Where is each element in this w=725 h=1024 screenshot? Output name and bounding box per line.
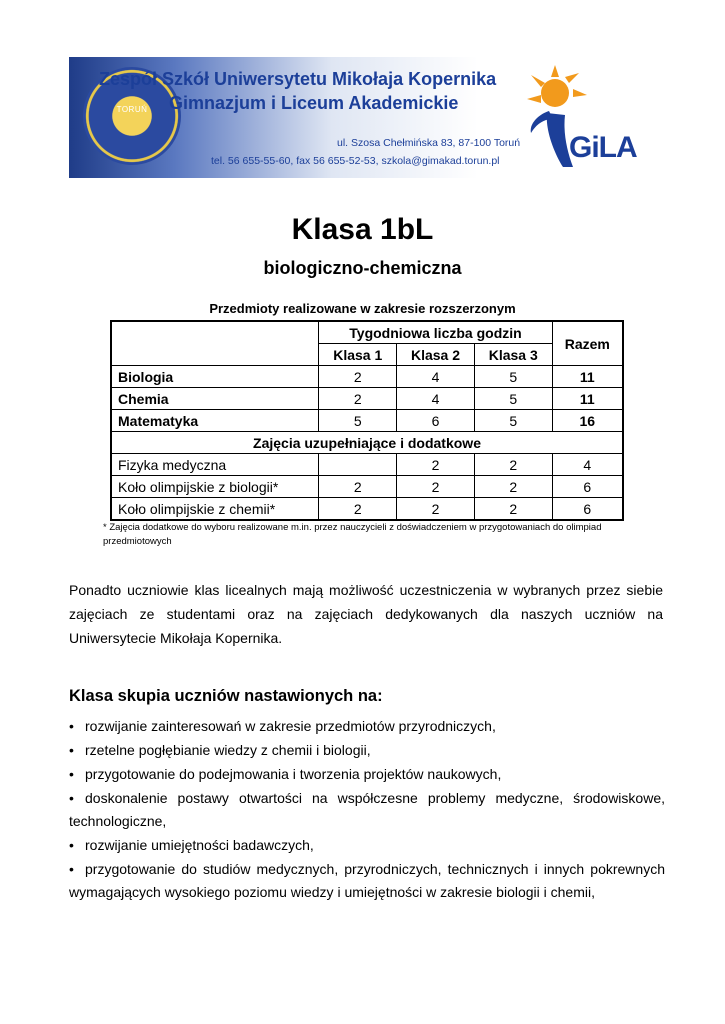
section-header: Zajęcia uzupełniające i dodatkowe xyxy=(111,432,623,454)
school-address: ul. Szosa Chełmińska 83, 87-100 Toruń xyxy=(337,137,521,149)
gila-logo xyxy=(527,63,653,173)
hours-k1: 2 xyxy=(319,388,397,410)
col-header-2: Klasa 2 xyxy=(397,344,475,366)
list-item xyxy=(69,858,665,904)
schedule-table xyxy=(110,320,624,521)
bullet-icon: • xyxy=(69,742,74,758)
list-item-text: rzetelne pogłębianie wiedzy z chemii i biologii, xyxy=(85,742,371,758)
table-footnote: * Zajęcia dodatkowe do wyboru realizowane m.in. przez nauczycieli z doświadczeniem w przygotowaniach do olimpiad przedmiotowych xyxy=(103,522,602,547)
subject-name: Fizyka medyczna xyxy=(111,454,319,476)
bullet-icon: • xyxy=(69,790,74,806)
hours-total: 16 xyxy=(552,410,623,432)
subject-name: Koło olimpijskie z biologii* xyxy=(111,476,319,498)
list-item-text: przygotowanie do podejmowania i tworzenia projektów naukowych, xyxy=(85,766,502,782)
hours-k1 xyxy=(319,454,397,476)
bullet-icon: • xyxy=(69,718,74,734)
total-header: Razem xyxy=(552,321,623,366)
list-item xyxy=(69,739,665,762)
table-caption: Przedmioty realizowane w zakresie rozszerzonym xyxy=(209,301,516,316)
school-name: Zespół Szkół Uniwersytetu Mikołaja Kopernika xyxy=(99,69,497,89)
subject-name: Chemia xyxy=(111,388,319,410)
hours-k3: 2 xyxy=(474,498,552,521)
school-contact: tel. 56 655-55-60, fax 56 655-52-53, szkola@gimakad.torun.pl xyxy=(211,155,500,167)
table-row xyxy=(111,366,623,388)
hours-k2: 4 xyxy=(397,366,475,388)
hours-k1: 2 xyxy=(319,476,397,498)
hours-k3: 5 xyxy=(474,410,552,432)
header-banner xyxy=(69,57,653,178)
list-item-text: rozwijanie umiejętności badawczych, xyxy=(85,837,314,853)
bullet-icon: • xyxy=(69,861,74,877)
hours-k2: 4 xyxy=(397,388,475,410)
subject-name: Koło olimpijskie z chemii* xyxy=(111,498,319,521)
hours-k1: 2 xyxy=(319,366,397,388)
hours-total: 4 xyxy=(552,454,623,476)
page-subtitle: biologiczno-chemiczna xyxy=(263,258,462,278)
hours-k3: 5 xyxy=(474,366,552,388)
hours-total: 11 xyxy=(552,388,623,410)
section-title: Klasa skupia uczniów nastawionych na: xyxy=(69,687,383,705)
school-subname: Gimnazjum i Liceum Akademickie xyxy=(169,93,459,113)
list-item xyxy=(69,834,665,857)
focus-list xyxy=(69,715,665,905)
col-header-3: Klasa 3 xyxy=(474,344,552,366)
bullet-icon: • xyxy=(69,837,74,853)
hours-k1: 5 xyxy=(319,410,397,432)
table-row xyxy=(111,410,623,432)
hours-total: 11 xyxy=(552,366,623,388)
list-item-text: doskonalenie postawy otwartości na współczesne problemy medyczne, środowiskowe, technologiczne, xyxy=(69,790,665,829)
list-item-text: rozwijanie zainteresowań w zakresie przedmiotów przyrodniczych, xyxy=(85,718,496,734)
hours-k1: 2 xyxy=(319,498,397,521)
table-header-row xyxy=(111,321,623,344)
hours-k2: 2 xyxy=(397,476,475,498)
seal-text: TORUŃ xyxy=(116,105,148,114)
hours-k2: 6 xyxy=(397,410,475,432)
page-title: Klasa 1bL xyxy=(291,213,434,246)
hours-total: 6 xyxy=(552,476,623,498)
hours-k3: 2 xyxy=(474,476,552,498)
bullet-icon: • xyxy=(69,766,74,782)
list-item xyxy=(69,715,665,738)
intro-paragraph: Ponadto uczniowie klas licealnych mają możliwość uczestniczenia w wybranych przez siebie zajęciach ze studentami oraz na zajęciach dedykowanych dla naszych uczniów na Uniwersytecie Mikołaja Kopernika. xyxy=(69,582,663,646)
hours-k3: 5 xyxy=(474,388,552,410)
empty-header-cell xyxy=(111,321,319,366)
hours-total: 6 xyxy=(552,498,623,521)
table-row xyxy=(111,498,623,521)
logo-text: GiLA xyxy=(569,131,637,164)
table-row xyxy=(111,454,623,476)
group-header: Tygodniowa liczba godzin xyxy=(319,321,552,344)
hours-k2: 2 xyxy=(397,454,475,476)
list-item xyxy=(69,787,665,833)
list-item xyxy=(69,763,665,786)
section-header-row xyxy=(111,432,623,454)
hours-k3: 2 xyxy=(474,454,552,476)
subject-name: Matematyka xyxy=(111,410,319,432)
col-header-1: Klasa 1 xyxy=(319,344,397,366)
subject-name: Biologia xyxy=(111,366,319,388)
table-row xyxy=(111,388,623,410)
list-item-text: przygotowanie do studiów medycznych, przyrodniczych, technicznych i innych pokrewnych wymagających wysokiego poziomu wiedzy i umiejętności w zakresie biologii i chemii, xyxy=(69,861,665,900)
table-row xyxy=(111,476,623,498)
hours-k2: 2 xyxy=(397,498,475,521)
